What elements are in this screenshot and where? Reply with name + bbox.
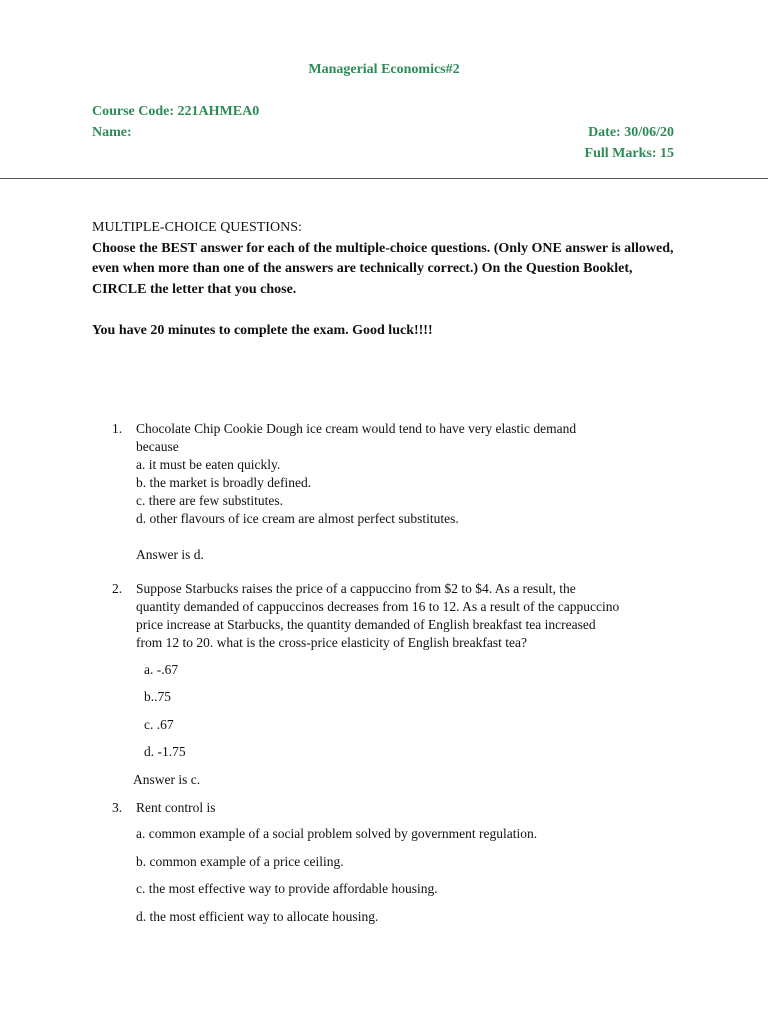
question-text-line: from 12 to 20. what is the cross-price elasticity of English breakfast tea?	[136, 635, 528, 650]
exam-date: Date: 30/06/20	[588, 125, 674, 140]
question-text-line: Suppose Starbucks raises the price of a cappuccino from $2 to $4. As a result, the	[136, 581, 576, 596]
answer-option-a[interactable]: a. it must be eaten quickly.	[136, 457, 281, 472]
answer-option-b[interactable]: b. the market is broadly defined.	[136, 475, 312, 490]
answer-option-c[interactable]: c. the most effective way to provide affordable housing.	[136, 881, 438, 896]
question-number: 3.	[112, 800, 123, 815]
answer-option-b[interactable]: b..75	[144, 689, 171, 704]
time-note: You have 20 minutes to complete the exam. Good luck!!!!	[92, 322, 433, 338]
answer-option-b[interactable]: b. common example of a price ceiling.	[136, 854, 344, 869]
answer-option-a[interactable]: a. -.67	[144, 662, 179, 677]
question-2	[112, 580, 692, 652]
course-code: Course Code: 221AHMEA0	[92, 104, 260, 119]
answer-option-d[interactable]: d. other flavours of ice cream are almost perfect substitutes.	[136, 511, 459, 526]
answer-option-c[interactable]: c. there are few substitutes.	[136, 493, 283, 508]
answer-option-d[interactable]: d. -1.75	[144, 744, 186, 759]
header-divider	[0, 178, 768, 179]
question-number: 2.	[112, 581, 123, 596]
answer-text: Answer is c.	[133, 772, 201, 787]
full-marks: Full Marks: 15	[584, 146, 674, 161]
question-number: 1.	[112, 421, 123, 436]
page-title: Managerial Economics#2	[308, 62, 460, 77]
question-1	[112, 420, 692, 564]
question-3	[112, 799, 692, 817]
question-text-line: Rent control is	[136, 800, 216, 815]
instructions-body: Choose the BEST answer for each of the multiple-choice questions. (Only ONE answer is allowed, even when more than one of the answers are technically correct.) On the Question Booklet, CIRCLE the letter that you chose.	[92, 240, 674, 297]
instructions-heading: MULTIPLE-CHOICE QUESTIONS:	[92, 220, 302, 235]
instructions	[92, 218, 682, 341]
answer-option-c[interactable]: c. .67	[144, 717, 174, 732]
answer-option-d[interactable]: d. the most efficient way to allocate housing.	[136, 909, 379, 924]
question-text-line: price increase at Starbucks, the quantity demanded of English breakfast tea increased	[136, 617, 596, 632]
question-text-line: quantity demanded of cappuccinos decreases from 16 to 12. As a result of the cappuccino	[136, 599, 620, 614]
answer-option-a[interactable]: a. common example of a social problem solved by government regulation.	[136, 826, 538, 841]
name-label: Name:	[92, 125, 132, 140]
question-text-line: Chocolate Chip Cookie Dough ice cream would tend to have very elastic demand	[136, 421, 577, 436]
question-text-line: because	[136, 439, 179, 454]
answer-text: Answer is d.	[136, 547, 204, 562]
